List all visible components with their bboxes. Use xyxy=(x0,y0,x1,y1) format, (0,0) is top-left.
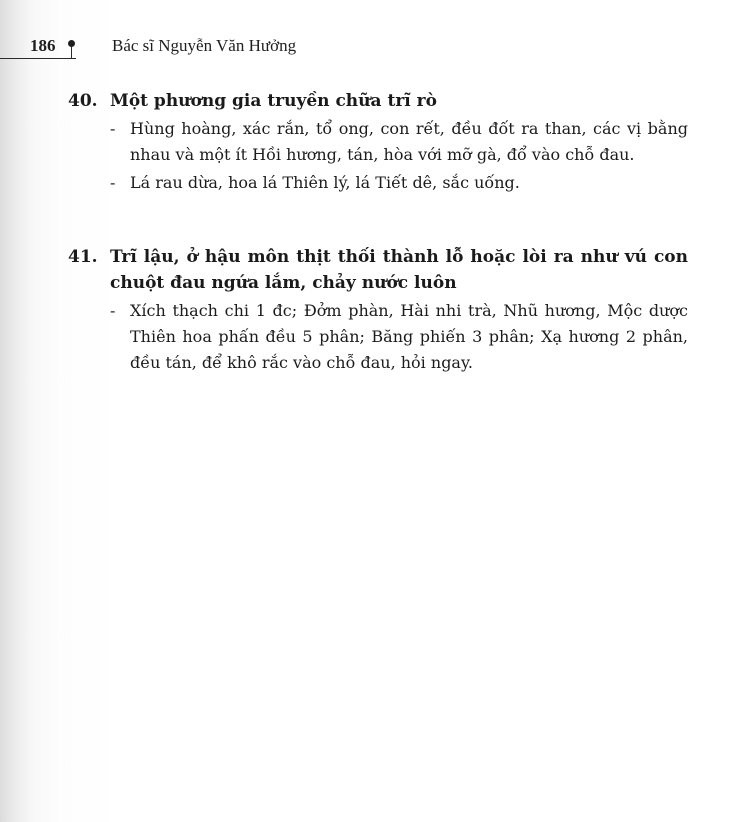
section-title: Trĩ lậu, ở hậu môn thịt thối thành lỗ hoặc lòi ra như vú con chuột đau ngứa lắm, chảy nước luôn xyxy=(110,247,688,293)
remedy-list xyxy=(68,298,688,376)
remedy-item xyxy=(110,298,688,376)
section-number: 41. xyxy=(68,247,98,267)
remedy-text: Lá rau dừa, hoa lá Thiên lý, lá Tiết dê, sắc uống. xyxy=(130,173,520,192)
section-number: 40. xyxy=(68,91,98,111)
section-heading xyxy=(68,244,688,296)
header-rule xyxy=(0,58,76,59)
remedy-text: Xích thạch chi 1 đc; Đởm phàn, Hài nhi trà, Nhũ hương, Mộc dược Thiên hoa phấn đều 5 phân; Băng phiến 3 phân; Xạ hương 2 phân, đều tán, để khô rắc vào chỗ đau, hỏi ngay. xyxy=(130,301,688,372)
section-40 xyxy=(68,88,688,196)
list-dash: - xyxy=(110,119,116,138)
list-dash: - xyxy=(110,173,116,192)
remedy-list xyxy=(68,116,688,196)
remedy-item xyxy=(110,170,688,196)
running-header xyxy=(0,34,752,68)
section-title: Một phương gia truyền chữa trĩ rò xyxy=(110,91,437,111)
section-heading xyxy=(68,88,688,114)
page-number: 186 xyxy=(30,36,56,55)
remedy-text: Hùng hoàng, xác rắn, tổ ong, con rết, đều đốt ra than, các vị bằng nhau và một ít Hồi hương, tán, hòa với mỡ gà, đổ vào chỗ đau. xyxy=(130,119,688,164)
header-ornament-dot-icon xyxy=(68,40,75,47)
section-41 xyxy=(68,244,688,376)
running-title: Bác sĩ Nguyễn Văn Hưởng xyxy=(112,36,297,55)
list-dash: - xyxy=(110,301,116,320)
remedy-item xyxy=(110,116,688,168)
